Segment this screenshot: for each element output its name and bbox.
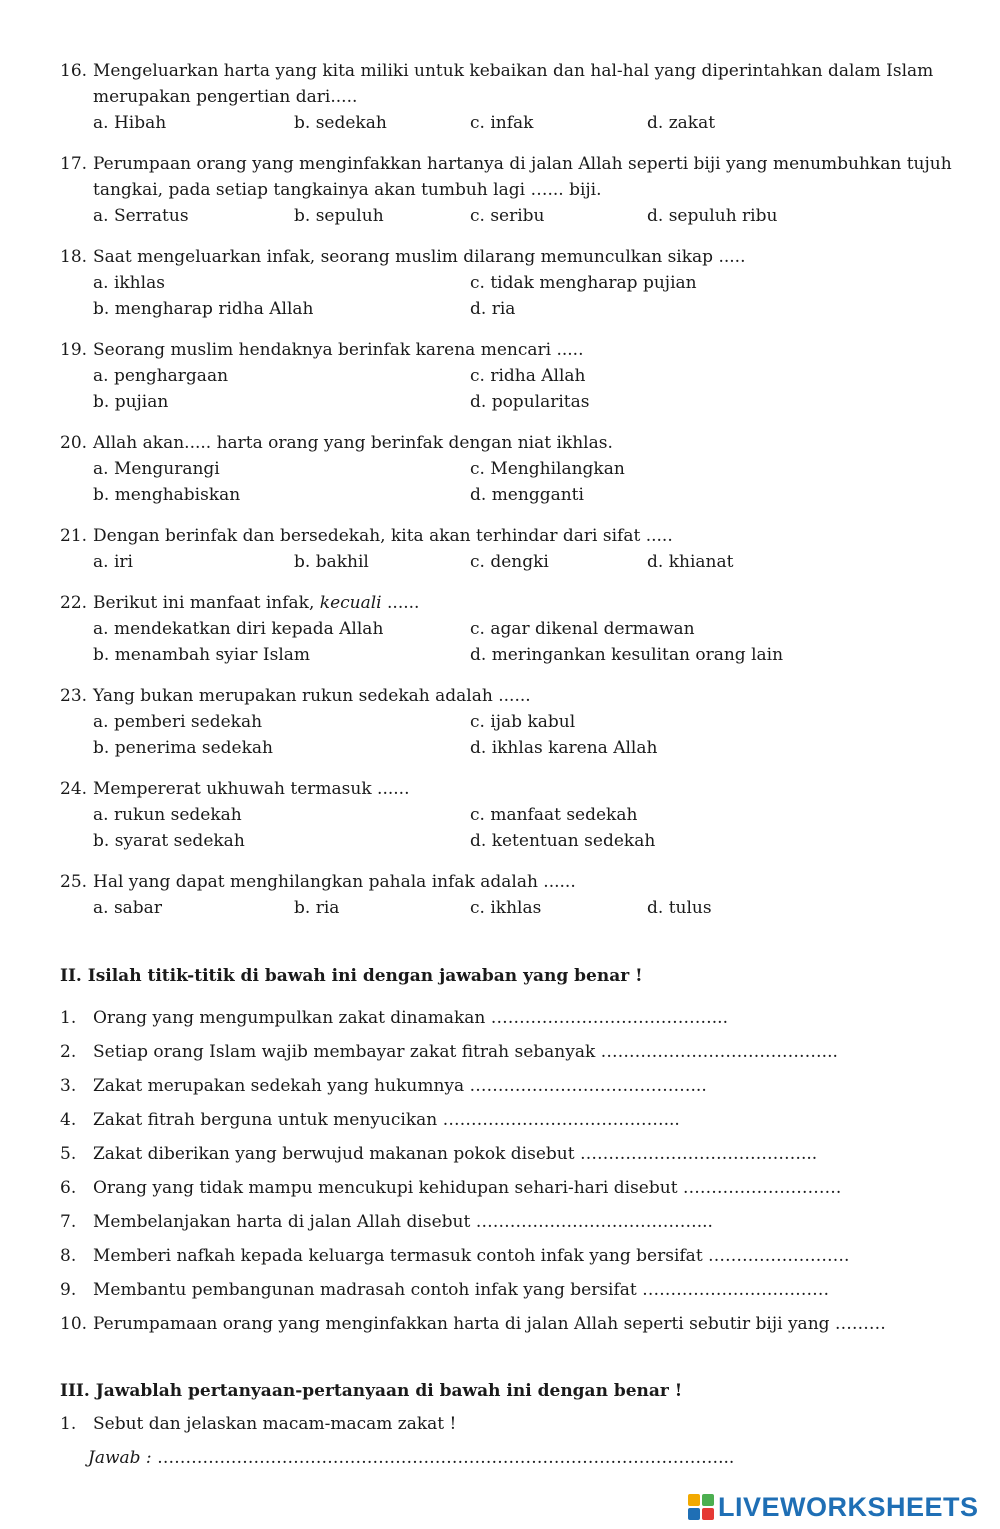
option-b[interactable]: b. syarat sedekah — [93, 831, 245, 851]
fill-item-number: 7. — [60, 1212, 77, 1232]
fill-item-number: 9. — [60, 1280, 77, 1300]
fill-item-text[interactable]: Memberi nafkah kepada keluarga termasuk contoh infak yang bersifat ……………………. — [93, 1246, 850, 1266]
option-a[interactable]: a. Mengurangi — [93, 459, 220, 479]
option-b[interactable]: b. menambah syiar Islam — [93, 645, 311, 665]
question-text: Mengeluarkan harta yang kita miliki untuk kebaikan dan hal-hal yang diperintahkan dalam Islam merupakan pengertian dari..... — [93, 61, 934, 107]
question-text: Hal yang dapat menghilangkan pahala infak adalah ...... — [93, 872, 576, 892]
option-b[interactable]: b. ria — [294, 898, 340, 918]
liveworksheets-logo — [688, 1490, 993, 1524]
option-c[interactable]: c. ikhlas — [470, 898, 542, 918]
option-d[interactable]: d. mengganti — [470, 485, 584, 505]
question-text: Allah akan..... harta orang yang berinfak dengan niat ikhlas. — [93, 433, 613, 453]
fill-item-number: 6. — [60, 1178, 77, 1198]
option-a[interactable]: a. Serratus — [93, 206, 189, 226]
option-c[interactable]: c. ijab kabul — [470, 712, 576, 732]
option-b[interactable]: b. menghabiskan — [93, 485, 241, 505]
question-text: Perumpaan orang yang menginfakkan hartanya di jalan Allah seperti biji yang menumbuhkan tujuh tangkai, pada setiap tangkainya akan tumbuh lagi …... biji. — [93, 154, 952, 200]
option-c[interactable]: c. Menghilangkan — [470, 459, 625, 479]
option-d[interactable]: d. zakat — [647, 113, 716, 133]
question-number: 25. — [60, 872, 88, 892]
answer-dots[interactable]: ………………………………………………………………………………………... — [157, 1448, 735, 1468]
question-number: 21. — [60, 526, 88, 546]
fill-item-text[interactable]: Membelanjakan harta di jalan Allah disebut …………………………………... — [93, 1212, 713, 1232]
option-d[interactable]: d. popularitas — [470, 392, 590, 412]
fill-item-text[interactable]: Membantu pembangunan madrasah contoh infak yang bersifat …………………………… — [93, 1280, 830, 1300]
question-text: Seorang muslim hendaknya berinfak karena mencari ..... — [93, 340, 584, 360]
option-a[interactable]: a. ikhlas — [93, 273, 165, 293]
essay-question-text: Sebut dan jelaskan macam-macam zakat ! — [93, 1414, 457, 1434]
option-a[interactable]: a. rukun sedekah — [93, 805, 242, 825]
logo-text: LIVEWORKSHEETS — [718, 1491, 979, 1522]
question-text: Mempererat ukhuwah termasuk ...... — [93, 779, 410, 799]
option-a[interactable]: a. pemberi sedekah — [93, 712, 263, 732]
fill-item-text[interactable]: Perumpamaan orang yang menginfakkan harta di jalan Allah seperti sebutir biji yang ……… — [93, 1314, 886, 1334]
question-number: 22. — [60, 593, 88, 613]
question-number: 24. — [60, 779, 88, 799]
option-a[interactable]: a. sabar — [93, 898, 162, 918]
question-text-emphasis: kecuali — [319, 593, 382, 613]
option-a[interactable]: a. penghargaan — [93, 366, 229, 386]
answer-line[interactable] — [88, 1447, 734, 1469]
option-c[interactable]: c. agar dikenal dermawan — [470, 619, 695, 639]
question-text: Saat mengeluarkan infak, seorang muslim dilarang memunculkan sikap ..... — [93, 247, 746, 267]
question-number: 17. — [60, 154, 88, 174]
question-text: Yang bukan merupakan rukun sedekah adalah ...... — [93, 686, 531, 706]
option-a[interactable]: a. Hibah — [93, 113, 167, 133]
fill-item-number: 2. — [60, 1042, 77, 1062]
option-b[interactable]: b. mengharap ridha Allah — [93, 299, 314, 319]
logo-grid-icon — [688, 1494, 714, 1520]
option-b[interactable]: b. bakhil — [294, 552, 369, 572]
option-b[interactable]: b. penerima sedekah — [93, 738, 273, 758]
option-c[interactable]: c. seribu — [470, 206, 545, 226]
option-c[interactable]: c. tidak mengharap pujian — [470, 273, 697, 293]
question-number: 16. — [60, 61, 88, 81]
question-number: 23. — [60, 686, 88, 706]
option-c[interactable]: c. dengki — [470, 552, 549, 572]
fill-item-number: 5. — [60, 1144, 77, 1164]
fill-item-text[interactable]: Zakat merupakan sedekah yang hukumnya …………………………………... — [93, 1076, 707, 1096]
option-d[interactable]: d. sepuluh ribu — [647, 206, 778, 226]
fill-item-number: 3. — [60, 1076, 77, 1096]
option-d[interactable]: d. tulus — [647, 898, 712, 918]
fill-item-text[interactable]: Zakat fitrah berguna untuk menyucikan …………………………………... — [93, 1110, 680, 1130]
fill-item-text[interactable]: Orang yang mengumpulkan zakat dinamakan …………………………………... — [93, 1008, 728, 1028]
question-number: 20. — [60, 433, 88, 453]
question-text-tail: ...... — [381, 593, 420, 613]
fill-item-number: 8. — [60, 1246, 77, 1266]
fill-item-number: 1. — [60, 1008, 77, 1028]
option-b[interactable]: b. sepuluh — [294, 206, 384, 226]
option-c[interactable]: c. manfaat sedekah — [470, 805, 638, 825]
question-text-main: Berikut ini manfaat infak, — [93, 593, 320, 613]
option-b[interactable]: b. sedekah — [294, 113, 387, 133]
option-d[interactable]: d. ria — [470, 299, 516, 319]
option-d[interactable]: d. khianat — [647, 552, 734, 572]
fill-item-text[interactable]: Zakat diberikan yang berwujud makanan pokok disebut …………………………………... — [93, 1144, 818, 1164]
option-a[interactable]: a. iri — [93, 552, 133, 572]
fill-item-number: 4. — [60, 1110, 77, 1130]
option-c[interactable]: c. infak — [470, 113, 534, 133]
option-d[interactable]: d. ikhlas karena Allah — [470, 738, 658, 758]
fill-item-number: 10. — [60, 1314, 88, 1334]
option-c[interactable]: c. ridha Allah — [470, 366, 586, 386]
fill-item-text[interactable]: Setiap orang Islam wajib membayar zakat fitrah sebanyak …………………………………... — [93, 1042, 838, 1062]
section-heading: III. Jawablah pertanyaan-pertanyaan di bawah ini dengan benar ! — [60, 1381, 683, 1401]
question-number: 19. — [60, 340, 88, 360]
option-a[interactable]: a. mendekatkan diri kepada Allah — [93, 619, 384, 639]
answer-label: Jawab : — [88, 1448, 152, 1468]
fill-item-text[interactable]: Orang yang tidak mampu mencukupi kehidupan sehari-hari disebut ………………………. — [93, 1178, 842, 1198]
question-number: 18. — [60, 247, 88, 267]
option-b[interactable]: b. pujian — [93, 392, 169, 412]
option-d[interactable]: d. meringankan kesulitan orang lain — [470, 645, 784, 665]
question-text: Dengan berinfak dan bersedekah, kita akan terhindar dari sifat ..... — [93, 526, 673, 546]
essay-item-number: 1. — [60, 1414, 77, 1434]
question-text — [93, 592, 419, 614]
option-d[interactable]: d. ketentuan sedekah — [470, 831, 656, 851]
section-heading: II. Isilah titik-titik di bawah ini dengan jawaban yang benar ! — [60, 966, 643, 986]
